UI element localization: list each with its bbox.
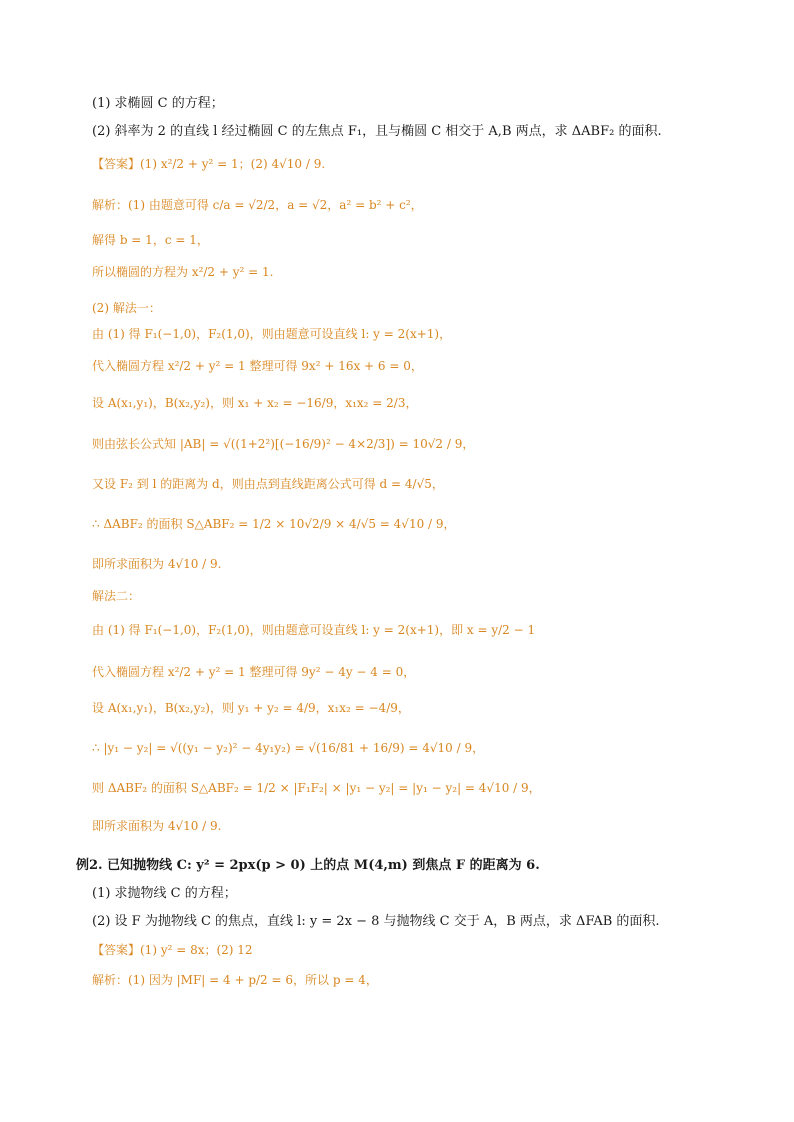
solution-line: 所以椭圆的方程为 x²/2 + y² = 1. <box>92 265 274 279</box>
solution-line: 则由弦长公式知 |AB| = √((1+2²)[(−16/9)² − 4×2/3]) = 10√2 / 9， <box>92 437 475 451</box>
question-1-part-1: (1) 求椭圆 C 的方程； <box>92 96 224 111</box>
solution-line: ∴ ΔABF₂ 的面积 S△ABF₂ = 1/2 × 10√2/9 × 4/√5 = 4√10 / 9， <box>92 517 456 531</box>
solution-heading: 解法二： <box>92 589 141 603</box>
solution-line: 由 (1) 得 F₁(−1,0)，F₂(1,0)，则由题意可设直线 l: y = 2(x+1)，即 x = y/2 − 1 <box>92 623 536 637</box>
answer-1: 【答案】(1) x²/2 + y² = 1；(2) 4√10 / 9. <box>92 157 326 171</box>
solution-heading: (2) 解法一： <box>92 301 161 315</box>
solution-line: ∴ |y₁ − y₂| = √((y₁ − y₂)² − 4y₁y₂) = √(16/81 + 16/9) = 4√10 / 9， <box>92 741 485 755</box>
solution-line: 设 A(x₁,y₁)，B(x₂,y₂)，则 y₁ + y₂ = 4/9，x₁x₂ = −4/9， <box>92 701 410 715</box>
solution-line: 解析：(1) 因为 |MF| = 4 + p/2 = 6，所以 p = 4， <box>92 973 378 987</box>
question-2-part-1: (1) 求抛物线 C 的方程； <box>92 886 237 901</box>
solution-line: 又设 F₂ 到 l 的距离为 d，则由点到直线距离公式可得 d = 4/√5， <box>92 477 444 491</box>
example-2-heading: 例2. 已知抛物线 C: y² = 2px(p > 0) 上的点 M(4,m) 到焦点 F 的距离为 6. <box>76 858 540 873</box>
solution-line: 即所求面积为 4√10 / 9. <box>92 819 222 833</box>
solution-line: 即所求面积为 4√10 / 9. <box>92 557 222 571</box>
question-1-part-2: (2) 斜率为 2 的直线 l 经过椭圆 C 的左焦点 F₁，且与椭圆 C 相交于 A,B 两点，求 ΔABF₂ 的面积. <box>92 124 662 139</box>
solution-line: 代入椭圆方程 x²/2 + y² = 1 整理可得 9x² + 16x + 6 = 0， <box>92 359 423 373</box>
solution-line: 解析：(1) 由题意可得 c/a = √2/2，a = √2，a² = b² + c²， <box>92 198 423 212</box>
solution-line: 代入椭圆方程 x²/2 + y² = 1 整理可得 9y² − 4y − 4 = 0， <box>92 665 416 679</box>
solution-line: 解得 b = 1，c = 1， <box>92 233 209 247</box>
question-2-part-2: (2) 设 F 为抛物线 C 的焦点，直线 l: y = 2x − 8 与抛物线 C 交于 A，B 两点，求 ΔFAB 的面积. <box>92 914 660 929</box>
answer-2: 【答案】(1) y² = 8x；(2) 12 <box>92 943 253 957</box>
solution-line: 则 ΔABF₂ 的面积 S△ABF₂ = 1/2 × |F₁F₂| × |y₁ − y₂| = |y₁ − y₂| = 4√10 / 9， <box>92 781 541 795</box>
solution-line: 设 A(x₁,y₁)，B(x₂,y₂)，则 x₁ + x₂ = −16/9，x₁x₂ = 2/3， <box>92 396 418 410</box>
solution-line: 由 (1) 得 F₁(−1,0)，F₂(1,0)，则由题意可设直线 l: y = 2(x+1)， <box>92 327 452 341</box>
